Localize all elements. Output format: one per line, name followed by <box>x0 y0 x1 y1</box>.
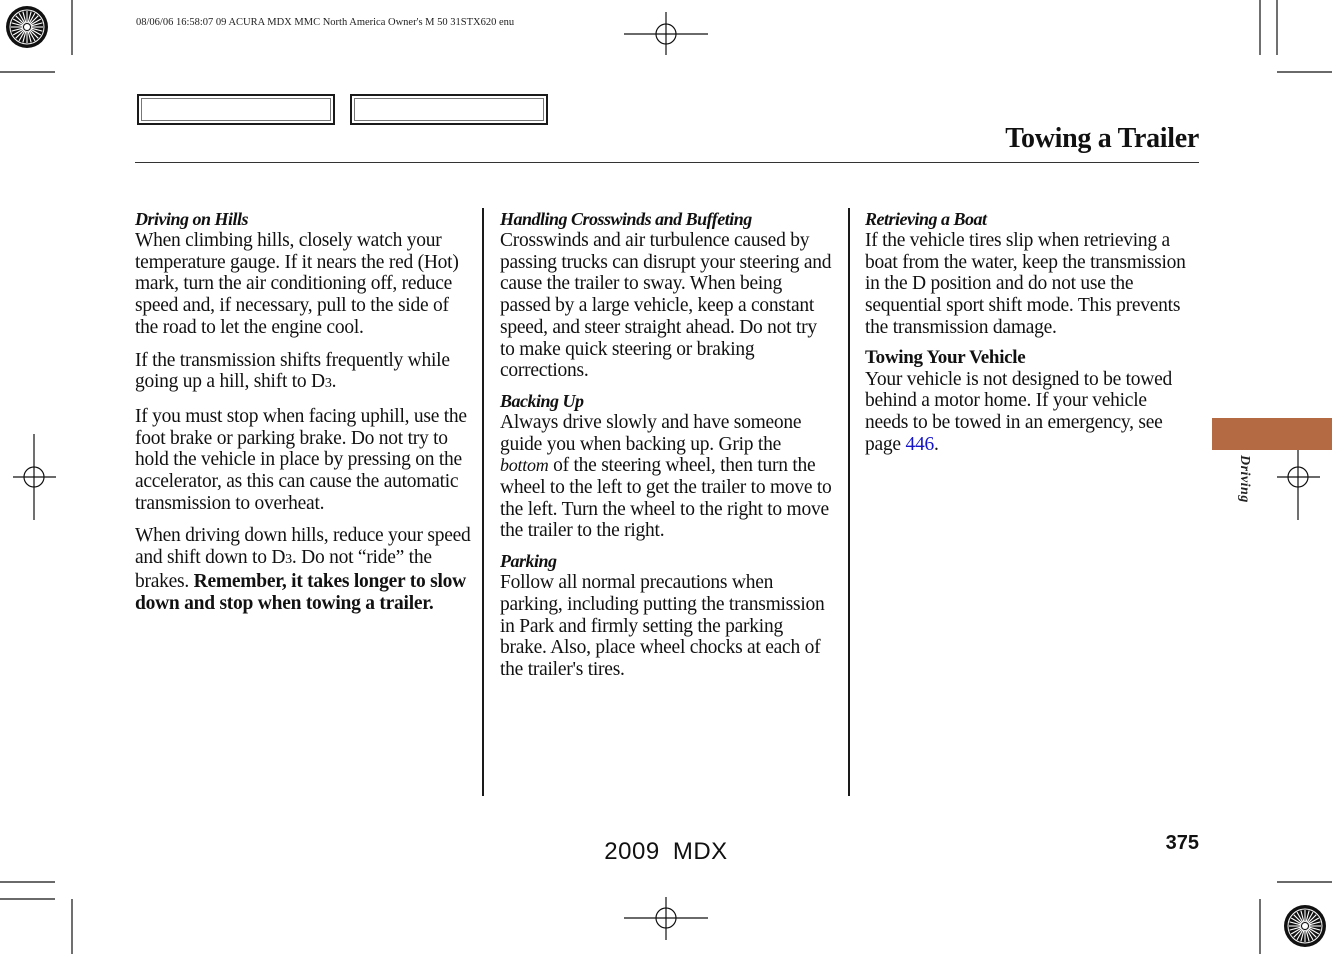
section-heading-driving-on-hills: Driving on Hills <box>135 209 249 229</box>
section-heading-backing-up: Backing Up <box>500 390 584 411</box>
paragraph: Follow all normal precautions when parking, including putting the transmission in Park and firmly setting the parking brake. Also, place wheel chocks at each of the trailer's tires. <box>500 572 825 680</box>
paragraph: Your vehicle is not designed to be towed behind a motor home. If your vehicle needs to be towed in an emergency, see page 446. <box>865 368 1173 455</box>
column-divider <box>848 208 850 796</box>
paragraph: Crosswinds and air turbulence caused by passing trucks can disrupt your steering and cause the trailer to sway. When being passed by a large vehicle, keep a constant speed, and steer straight ahead. Do not try to make quick steering or braking corrections. <box>500 230 832 382</box>
footer-model: 2009 MDX <box>604 838 728 865</box>
title-divider <box>135 162 1199 163</box>
column-1 <box>135 208 471 625</box>
column-2 <box>500 208 834 689</box>
page-title: Towing a Trailer <box>1005 123 1199 154</box>
section-heading-parking: Parking <box>500 551 557 572</box>
registration-target-top-left <box>6 6 48 48</box>
warning-emphasis: Remember, it takes longer to slow down and stop when towing a trailer. <box>135 570 466 614</box>
page-number: 375 <box>1165 832 1199 854</box>
section-heading-crosswinds: Handling Crosswinds and Buffeting <box>500 209 752 229</box>
nav-button-contents[interactable] <box>137 94 335 125</box>
paragraph: If the transmission shifts frequently while going up a hill, shift to D3. <box>135 349 450 393</box>
registration-target-bottom-right <box>1284 905 1326 947</box>
paragraph: If you must stop when facing uphill, use the foot brake or parking brake. Do not try to hold the vehicle in place by pressing on the accelerator, as this can cause the automatic transmission to overheat. <box>135 405 467 514</box>
paragraph: Always drive slowly and have someone guide you when backing up. Grip the bottom of the steering wheel, then turn the wheel to the left to get the trailer to move to the left. Turn the wheel to the right to move the trailer to the right. <box>500 411 832 542</box>
column-3 <box>865 208 1190 463</box>
page-link-446[interactable]: 446 <box>905 433 934 455</box>
paragraph: When driving down hills, reduce your speed and shift down to D3. Do not “ride” the brakes. Remember, it takes longer to slow down and stop when towing a trailer. <box>135 525 471 614</box>
nav-button-index[interactable] <box>350 94 548 125</box>
paragraph: If the vehicle tires slip when retrieving a boat from the water, keep the transmission in the D position and do not use the sequential sport shift mode. This prevents the transmission damage. <box>865 230 1186 338</box>
chapter-tab-label: Driving <box>1237 455 1252 503</box>
section-heading-towing-your-vehicle: Towing Your Vehicle <box>865 346 1026 368</box>
print-job-header: 08/06/06 16:58:07 09 ACURA MDX MMC North America Owner's M 50 31STX620 enu <box>136 17 515 28</box>
chapter-tab[interactable] <box>1212 418 1332 450</box>
column-divider <box>482 208 484 796</box>
paragraph: When climbing hills, closely watch your temperature gauge. If it nears the red (Hot) mark, turn the air conditioning off, reduce speed and, if necessary, pull to the side of the road to let the engine cool. <box>135 230 459 338</box>
section-heading-retrieving-a-boat: Retrieving a Boat <box>865 209 987 229</box>
